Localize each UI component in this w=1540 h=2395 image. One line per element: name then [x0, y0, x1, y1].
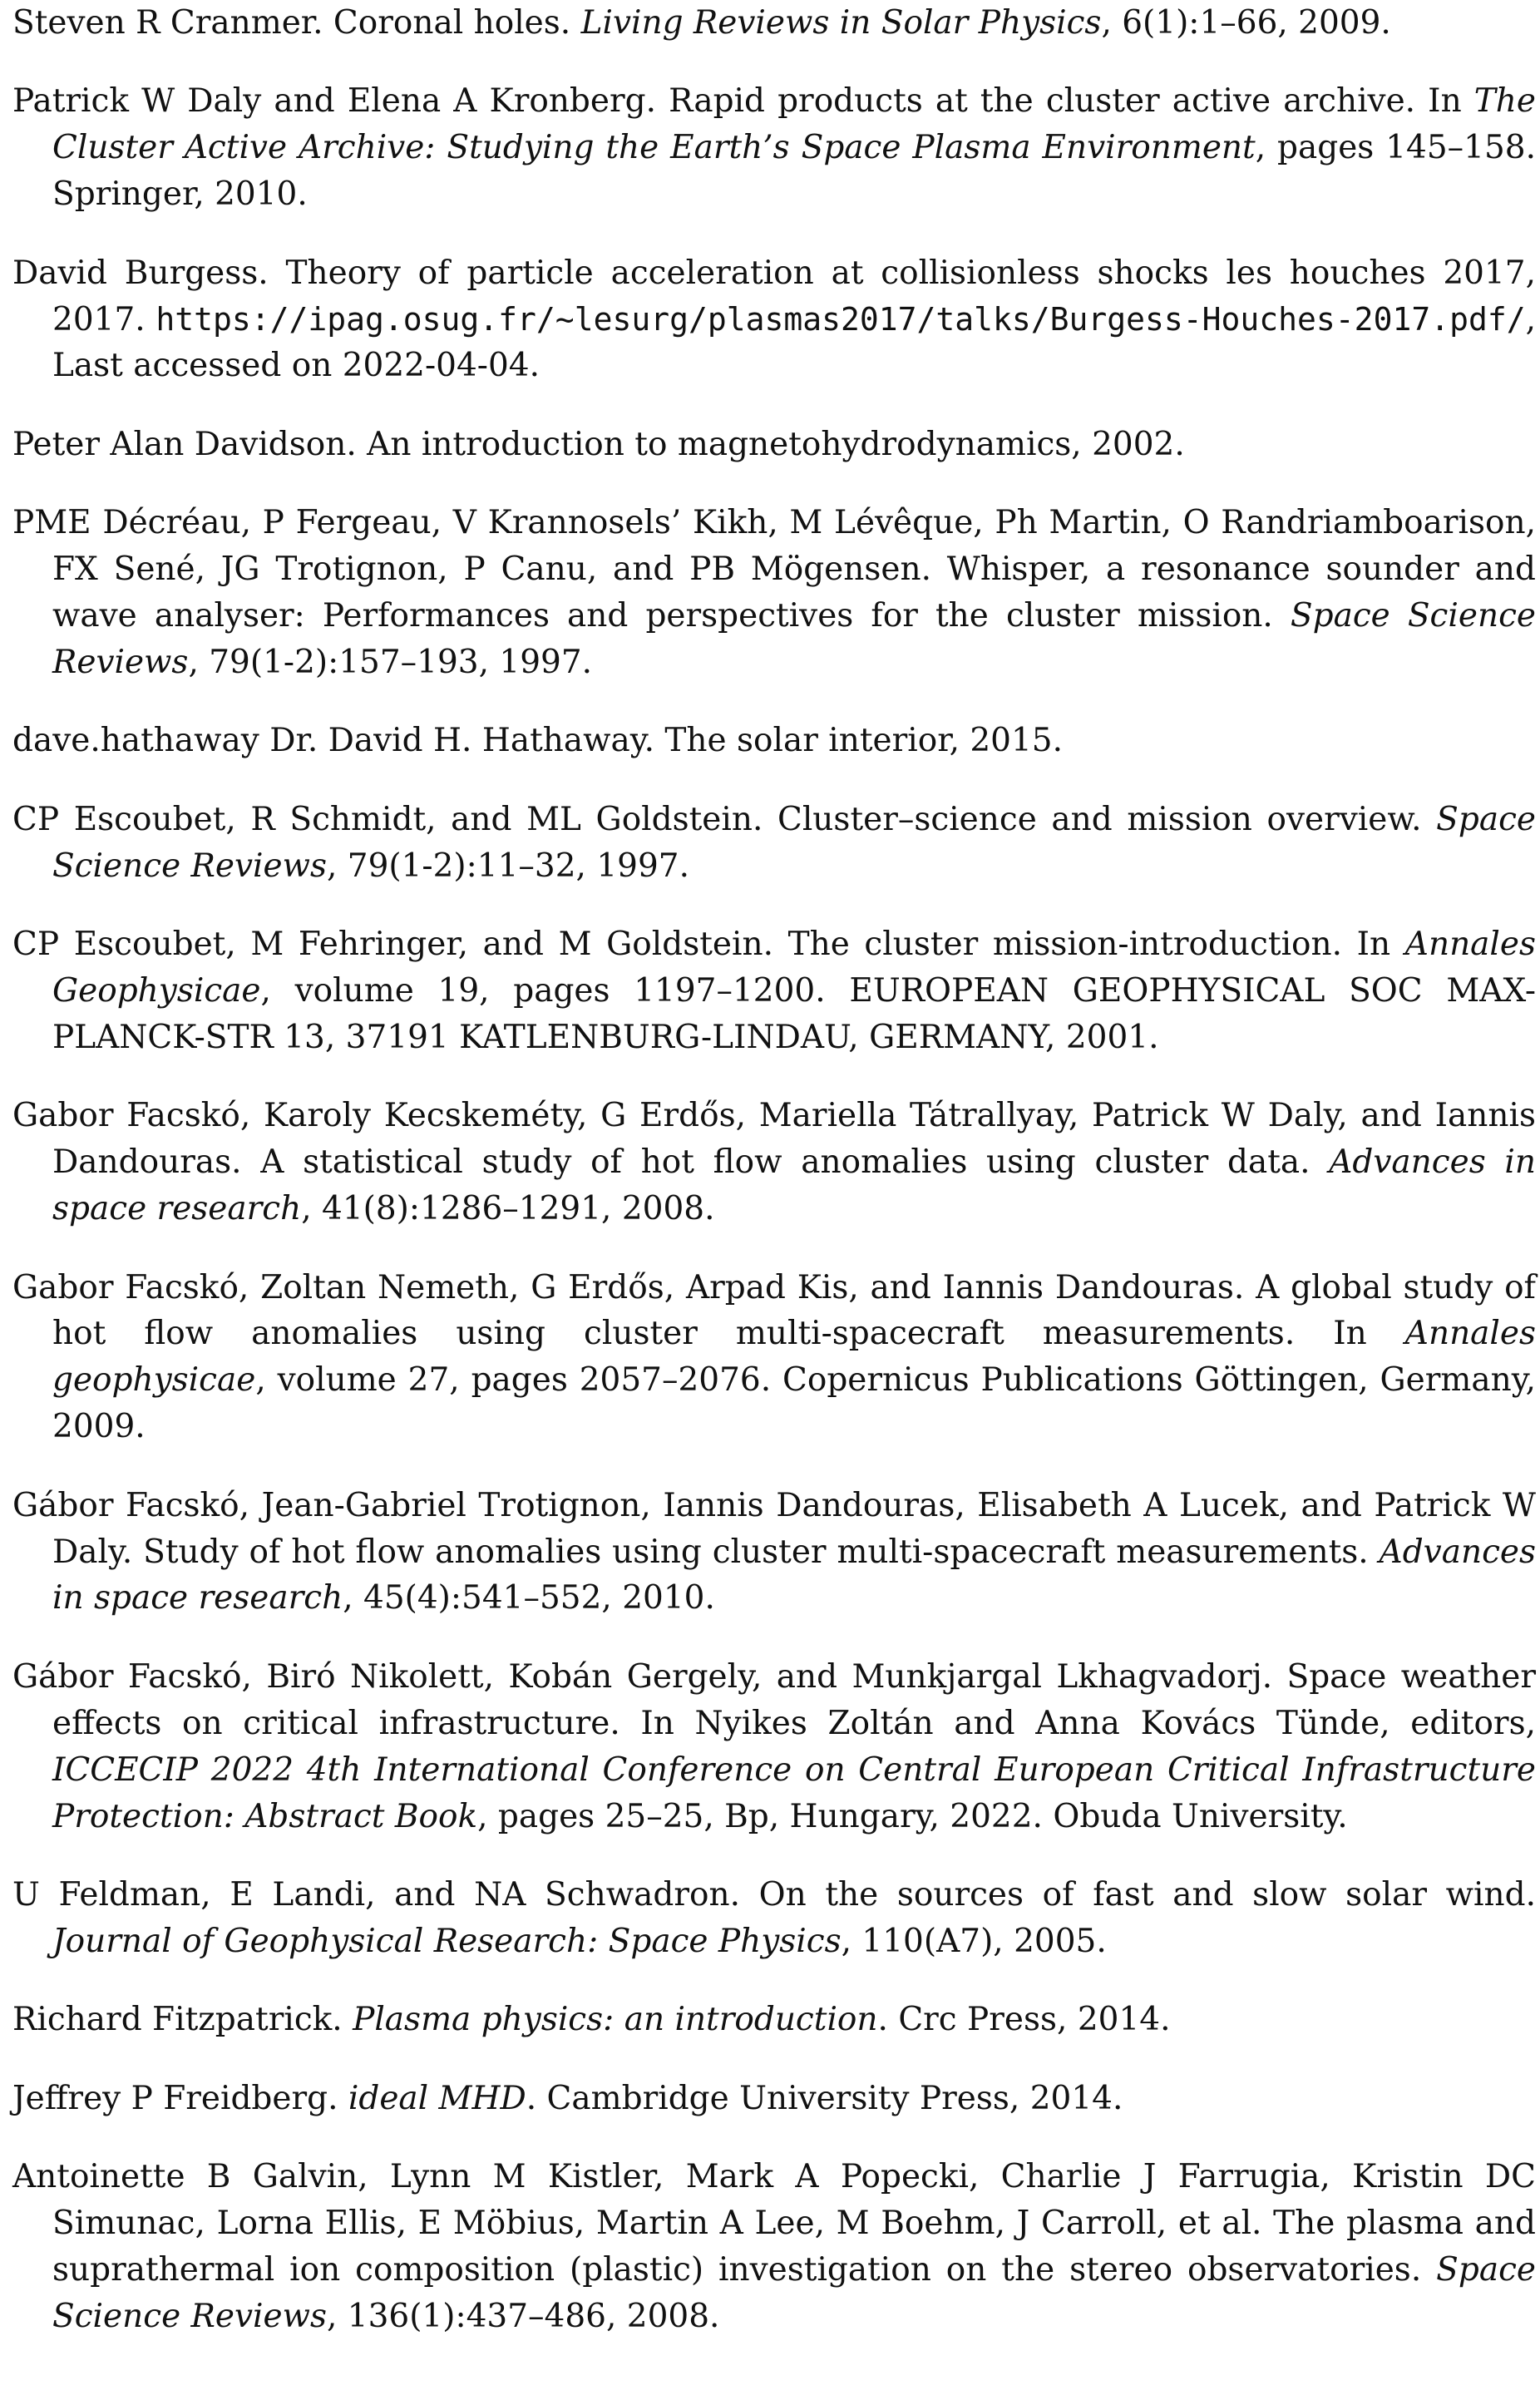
reference-text: , 6(1):1–66, 2009. [1101, 4, 1391, 42]
reference-text: CP Escoubet, M Fehringer, and M Goldstein. The cluster mission-introduction. In [12, 926, 1405, 964]
reference-text: Gabor Facskó, Zoltan Nemeth, G Erdős, Arpad Kis, and Iannis Dandouras. A global study of hot flow anomalies using cluster multi-spacecraft measurements. In [12, 1268, 1536, 1353]
reference-entry [12, 1093, 1536, 1232]
reference-text: , pages 145–158. Springer, 2010. [52, 129, 1536, 214]
reference-text: Patrick W Daly and Elena A Kronberg. Rapid products at the cluster active archive. In [12, 82, 1474, 121]
reference-text: , pages 25–25, Bp, Hungary, 2022. Obuda University. [477, 1797, 1348, 1835]
reference-venue-title: Advances in space research [52, 1143, 1536, 1228]
reference-venue-title: Living Reviews in Solar Physics [580, 4, 1102, 42]
reference-venue-title: Space Science Reviews [52, 2250, 1536, 2335]
reference-venue-title: Plasma physics: an introduction [353, 2001, 878, 2039]
reference-entry [12, 250, 1536, 390]
reference-entry [12, 1483, 1536, 1622]
reference-venue-title: The Cluster Active Archive: Studying the Earth’s Space Plasma Environment [52, 82, 1536, 167]
reference-text: CP Escoubet, R Schmidt, and ML Goldstein. Cluster–science and mission overview. [12, 800, 1437, 838]
reference-venue-title: ICCECIP 2022 4th International Conference on Central European Critical Infrastructure Protection: Abstract Book [52, 1751, 1536, 1835]
reference-venue-title: Space Science Reviews [52, 800, 1536, 885]
reference-text: , volume 19, pages 1197–1200. EUROPEAN GEOPHYSICAL SOC MAX-PLANCK-STR 13, 37191 KATLENBURG-LINDAU, GERMANY, 2001. [52, 972, 1536, 1056]
reference-text: , Last accessed on 2022-04-04. [52, 300, 1536, 385]
bibliography-list [12, 0, 1536, 2372]
reference-entry [12, 2154, 1536, 2340]
reference-text: , 45(4):541–552, 2010. [343, 1579, 715, 1617]
reference-text: David Burgess. Theory of particle acceleration at collisionless shocks les houches 2017, 2017. [12, 254, 1536, 338]
reference-text: Gábor Facskó, Biró Nikolett, Kobán Gergely, and Munkjargal Lkhagvadorj. Space weather effects on critical infrastructure. In Nyikes Zoltán and Anna Kovács Tünde, editors, [12, 1657, 1536, 1742]
reference-text: . Crc Press, 2014. [877, 2001, 1171, 2039]
reference-entry [12, 797, 1536, 890]
reference-entry [12, 1265, 1536, 1451]
reference-text: . Cambridge University Press, 2014. [526, 2079, 1123, 2117]
reference-entry [12, 422, 1536, 468]
reference-text: Jeffrey P Freidberg. [12, 2079, 348, 2117]
reference-venue-title: Journal of Geophysical Research: Space Physics [52, 1922, 842, 1960]
reference-entry [12, 1997, 1536, 2043]
reference-text: Peter Alan Davidson. An introduction to magnetohydrodynamics, 2002. [12, 425, 1185, 463]
reference-entry [12, 921, 1536, 1061]
reference-text: PME Décréau, P Fergeau, V Krannosels’ Kikh, M Lévêque, Ph Martin, O Randriamboarison, FX Sené, JG Trotignon, P Canu, and PB Mögensen. Whisper, a resonance sounder and wave analyser: Performances and perspectives for the cluster mission. [12, 504, 1536, 635]
reference-text: , 136(1):437–486, 2008. [326, 2297, 720, 2335]
reference-text: Gabor Facskó, Karoly Kecskeméty, G Erdős, Mariella Tátrallyay, Patrick W Daly, and Iannis Dandouras. A statistical study of hot flow anomalies using cluster data. [12, 1097, 1536, 1182]
reference-text: , 41(8):1286–1291, 2008. [301, 1190, 715, 1228]
reference-text: , volume 27, pages 2057–2076. Copernicus Publications Göttingen, Germany, 2009. [52, 1361, 1536, 1446]
reference-text: Steven R Cranmer. Coronal holes. [12, 4, 581, 42]
reference-venue-title: Space Science Reviews [52, 597, 1536, 681]
reference-venue-title: Annales geophysicae [52, 1315, 1536, 1400]
reference-text: U Feldman, E Landi, and NA Schwadron. On the sources of fast and slow solar wind. [12, 1876, 1536, 1914]
reference-text: , 79(1-2):11–32, 1997. [326, 847, 689, 885]
reference-text: dave.hathaway Dr. David H. Hathaway. The solar interior, 2015. [12, 722, 1064, 760]
reference-text: Gábor Facskó, Jean-Gabriel Trotignon, Iannis Dandouras, Elisabeth A Lucek, and Patrick W Daly. Study of hot flow anomalies using cluster multi-spacecraft measurements. [12, 1486, 1536, 1571]
reference-entry [12, 1654, 1536, 1840]
reference-text: Antoinette B Galvin, Lynn M Kistler, Mark A Popecki, Charlie J Farrugia, Kristin DC Simunac, Lorna Ellis, E Möbius, Martin A Lee, M Boehm, J Carroll, et al. The plasma and suprathermal ion composition (plastic) investigation on the stereo observatories. [12, 2158, 1536, 2289]
reference-entry [12, 2076, 1536, 2122]
reference-text: , 79(1-2):157–193, 1997. [188, 643, 593, 681]
reference-entry [12, 500, 1536, 686]
reference-venue-title: Advances in space research [52, 1533, 1536, 1617]
reference-entry [12, 0, 1536, 47]
reference-text: , 110(A7), 2005. [841, 1922, 1107, 1960]
reference-venue-title: Annales Geophysicae [52, 926, 1536, 1010]
reference-entry [12, 1872, 1536, 1965]
reference-text: Richard Fitzpatrick. [12, 2001, 353, 2039]
reference-venue-title: ideal MHD [348, 2079, 526, 2117]
reference-url-link[interactable]: https://ipag.osug.fr/~lesurg/plasmas2017/talks/Burgess-Houches-2017.pdf/ [155, 300, 1526, 338]
reference-entry [12, 718, 1536, 764]
reference-entry [12, 78, 1536, 218]
